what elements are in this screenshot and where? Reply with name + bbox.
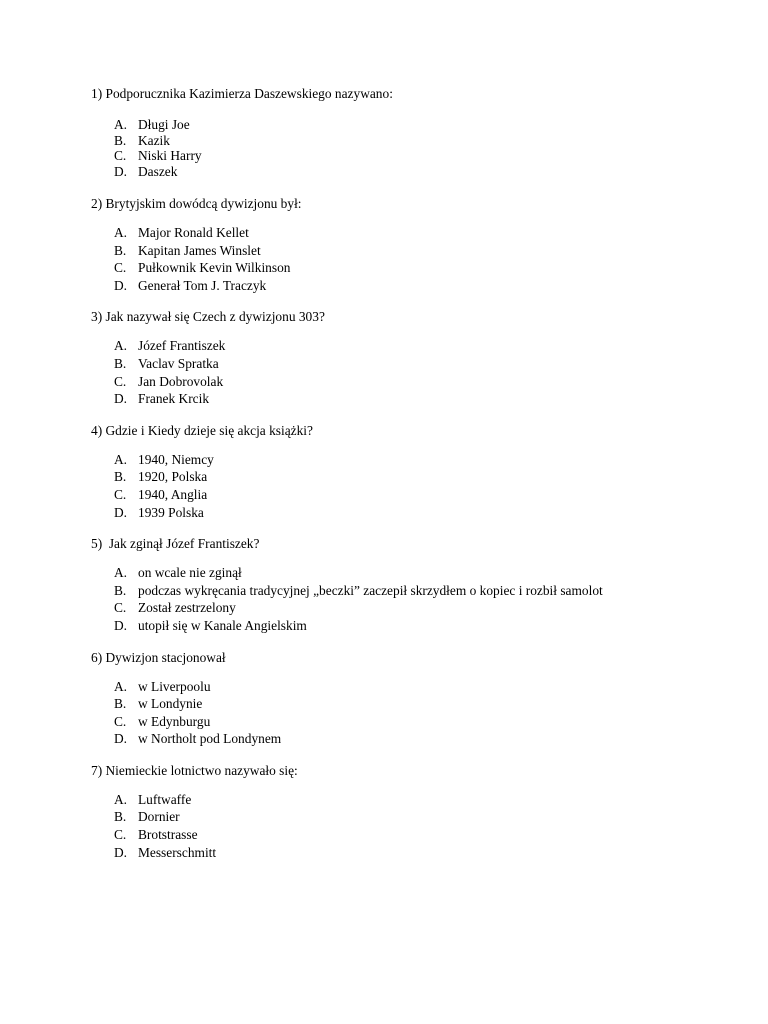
option-text: w Londynie — [138, 696, 203, 712]
option-text: Daszek — [138, 163, 178, 179]
option-text: Vaclav Spratka — [138, 355, 219, 371]
answer-options — [91, 117, 741, 179]
option-letter: A. — [114, 565, 128, 581]
answer-option — [91, 337, 741, 355]
question-text: 1) Podporucznika Kazimierza Daszewskiego nazywano: — [91, 86, 393, 101]
option-letter: C. — [114, 260, 127, 276]
option-letter: C. — [114, 486, 127, 502]
question-5 — [91, 535, 741, 634]
option-letter: C. — [114, 600, 127, 616]
option-letter: A. — [114, 791, 128, 807]
question-text: 6) Dywizjon stacjonował — [91, 649, 226, 665]
answer-option — [91, 133, 741, 149]
option-letter: C. — [114, 713, 127, 729]
option-text: w Liverpoolu — [138, 678, 211, 694]
answer-option — [91, 504, 741, 522]
option-letter: A. — [114, 225, 128, 240]
question-text: 4) Gdzie i Kiedy dzieje się akcja książki? — [91, 422, 313, 438]
question-7 — [91, 762, 741, 861]
question-6 — [91, 649, 741, 748]
option-text: utopił się w Kanale Angielskim — [138, 617, 307, 633]
option-letter: D. — [114, 163, 128, 179]
question-text: 2) Brytyjskim dowódcą dywizjonu był: — [91, 196, 302, 211]
option-text: Dornier — [138, 809, 180, 825]
question-text: 3) Jak nazywał się Czech z dywizjonu 303? — [91, 309, 325, 325]
option-text: Józef Frantiszek — [138, 338, 226, 354]
answer-option — [91, 277, 741, 295]
answer-option — [91, 355, 741, 373]
option-letter: B. — [114, 696, 127, 712]
answer-option — [91, 808, 741, 826]
option-letter: B. — [114, 469, 127, 485]
answer-options — [91, 451, 741, 521]
answer-option — [91, 599, 741, 617]
option-letter: D. — [114, 617, 128, 633]
answer-option — [91, 617, 741, 635]
option-text: Długi Joe — [138, 117, 190, 132]
answer-option — [91, 713, 741, 731]
answer-option — [91, 373, 741, 391]
question-text: 7) Niemieckie lotnictwo nazywało się: — [91, 762, 298, 778]
option-letter: B. — [114, 132, 127, 148]
option-letter: D. — [114, 504, 128, 520]
option-text: Jan Dobrovolak — [138, 373, 224, 389]
option-letter: C. — [114, 827, 127, 843]
answer-option — [91, 695, 741, 713]
answer-option — [91, 791, 741, 809]
answer-options — [91, 337, 741, 407]
answer-option — [91, 164, 741, 180]
option-text: on wcale nie zginął — [138, 565, 242, 581]
option-text: w Northolt pod Londynem — [138, 731, 282, 747]
option-letter: A. — [114, 678, 128, 694]
answer-option — [91, 224, 741, 242]
option-text: Franek Krcik — [138, 391, 210, 407]
option-text: Messerschmitt — [138, 844, 217, 860]
option-text: Został zestrzelony — [138, 600, 236, 616]
option-text: 1920, Polska — [138, 469, 208, 485]
option-letter: B. — [114, 809, 127, 825]
option-letter: B. — [114, 582, 127, 598]
option-letter: B. — [114, 355, 127, 371]
answer-option — [91, 844, 741, 862]
option-letter: D. — [114, 277, 128, 293]
answer-option — [91, 117, 741, 133]
option-text: Pułkownik Kevin Wilkinson — [138, 260, 291, 276]
answer-options — [91, 224, 741, 294]
answer-option — [91, 486, 741, 504]
question-3 — [91, 308, 741, 407]
answer-option — [91, 242, 741, 260]
answer-option — [91, 564, 741, 582]
option-text: Kapitan James Winslet — [138, 242, 261, 258]
answer-option — [91, 148, 741, 164]
answer-options — [91, 564, 741, 634]
question-text: 5) Jak zginął Józef Frantiszek? — [91, 536, 260, 552]
option-letter: D. — [114, 844, 128, 860]
option-text: 1939 Polska — [138, 504, 204, 520]
answer-option — [91, 451, 741, 469]
answer-option — [91, 678, 741, 696]
option-text: 1940, Niemcy — [138, 451, 214, 467]
answer-options — [91, 791, 741, 861]
question-1 — [91, 85, 741, 179]
answer-option — [91, 730, 741, 748]
option-letter: A. — [114, 451, 128, 467]
option-letter: A. — [114, 117, 128, 132]
option-letter: B. — [114, 242, 127, 258]
option-letter: A. — [114, 338, 128, 354]
answer-option — [91, 259, 741, 277]
question-2 — [91, 195, 741, 294]
answer-option — [91, 826, 741, 844]
answer-option — [91, 390, 741, 408]
option-text: podczas wykręcania tradycyjnej „beczki” zaczepił skrzydłem o kopiec i rozbił samolot — [138, 582, 603, 598]
option-text: Kazik — [138, 132, 170, 148]
option-letter: D. — [114, 731, 128, 747]
answer-option — [91, 582, 741, 600]
option-text: Luftwaffe — [138, 791, 192, 807]
option-text: Niski Harry — [138, 148, 202, 163]
option-text: Brotstrasse — [138, 827, 198, 843]
option-text: Generał Tom J. Traczyk — [138, 277, 267, 293]
answer-options — [91, 678, 741, 748]
option-text: 1940, Anglia — [138, 486, 208, 502]
option-text: Major Ronald Kellet — [138, 225, 249, 240]
question-4 — [91, 422, 741, 521]
option-letter: C. — [114, 373, 127, 389]
option-letter: D. — [114, 391, 128, 407]
option-text: w Edynburgu — [138, 713, 211, 729]
answer-option — [91, 468, 741, 486]
quiz — [91, 85, 741, 861]
option-letter: C. — [114, 148, 127, 163]
